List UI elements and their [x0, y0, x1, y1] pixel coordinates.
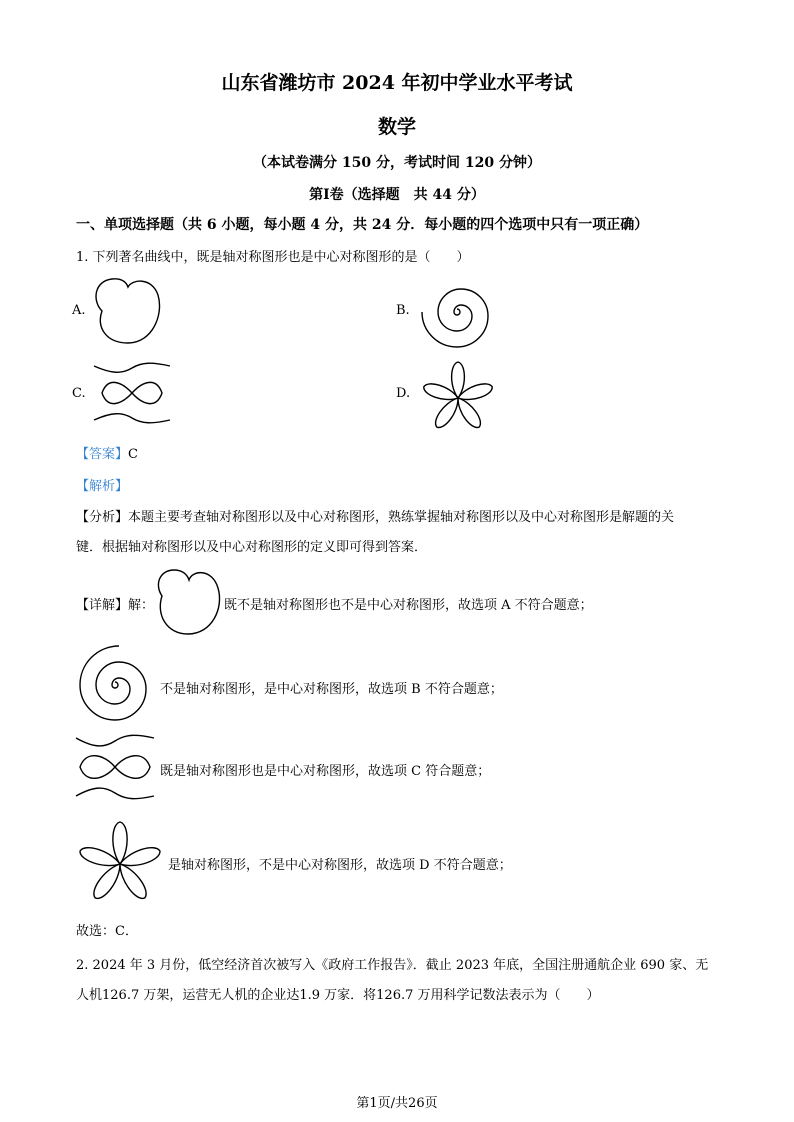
detail-d-text: 是轴对称图形，不是中心对称图形，故选项 D 不符合题意； — [168, 858, 512, 873]
detail-tag-line — [76, 594, 154, 613]
option-a-label: A. — [72, 303, 86, 318]
subject-title: 数学 — [377, 116, 416, 138]
analysis-tag: 【解析】 — [76, 479, 129, 494]
detail-prefix: 解： — [128, 598, 155, 613]
option-b-figure — [417, 272, 497, 352]
detail-b-text: 不是轴对称图形，是中心对称图形，故选项 B 不符合题意； — [160, 682, 503, 697]
question-2-line-2: 人机126.7 万架，运营无人机的企业达1.9 万家．将126.7 万用科学记数法表示为（ ） — [76, 988, 600, 1003]
option-d-figure — [418, 356, 498, 436]
option-c-label: C. — [72, 386, 86, 401]
fenxi-tag: 【分析】 — [76, 510, 129, 525]
fenxi-text-1: 本题主要考查轴对称图形以及中心对称图形，熟练掌握轴对称图形以及中心对称图形是解题的关 — [128, 510, 675, 525]
detail-b-figure — [74, 644, 156, 726]
detail-a-text: 既不是轴对称图形也不是中心对称图形，故选项 A 不符合题意； — [224, 598, 593, 613]
conclusion: 故选：C． — [76, 924, 138, 939]
detail-c-figure — [74, 732, 156, 802]
detail-c-text: 既是轴对称图形也是中心对称图形，故选项 C 符合题意； — [160, 764, 491, 779]
detail-a-figure — [156, 566, 222, 638]
detail-tag: 【详解】 — [76, 598, 129, 613]
volume-heading: 第Ⅰ卷（选择题 共 44 分） — [309, 187, 485, 203]
option-d-label: D. — [396, 386, 411, 401]
answer-line — [76, 443, 138, 462]
question-1-stem: 1. 下列著名曲线中，既是轴对称图形也是中心对称图形的是（ ） — [76, 250, 470, 265]
exam-title: 山东省潍坊市 2024 年初中学业水平考试 — [221, 72, 573, 94]
question-2-line-1: 2. 2024 年 3 月份，低空经济首次被写入《政府工作报告》．截止 2023 年底，全国注册通航企业 690 家、无 — [76, 958, 709, 973]
answer-value: C — [128, 447, 138, 462]
option-b-label: B. — [396, 303, 410, 318]
page-number: 第1页/共26页 — [356, 1096, 438, 1111]
option-c-figure — [92, 360, 172, 426]
fenxi-line-1 — [76, 506, 674, 525]
answer-tag: 【答案】 — [76, 447, 129, 462]
fenxi-line-2: 键．根据轴对称图形以及中心对称图形的定义即可得到答案． — [76, 540, 428, 555]
exam-info: （本试卷满分 150 分，考试时间 120 分钟） — [253, 155, 541, 171]
detail-d-figure — [74, 814, 168, 910]
section-heading: 一、单项选择题（共 6 小题，每小题 4 分，共 24 分．每小题的四个选项中只有一项正确） — [76, 217, 649, 233]
option-a-figure — [92, 275, 164, 347]
